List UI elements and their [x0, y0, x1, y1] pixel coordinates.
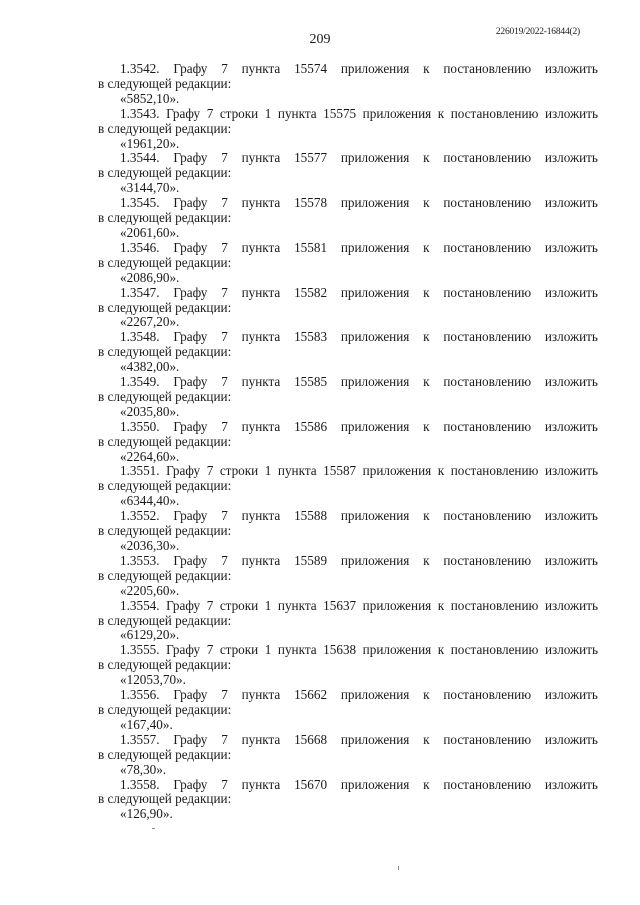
amendment-item	[98, 778, 598, 823]
amendment-continuation-line: в следующей редакции:	[98, 299, 232, 315]
heading-word: 15586	[294, 418, 328, 434]
amendment-value: «2267,20».	[120, 314, 180, 330]
heading-word: к	[423, 776, 430, 792]
amendment-continuation-line: в следующей редакции:	[98, 165, 232, 181]
heading-word: 7	[206, 105, 214, 121]
heading-word: к	[423, 150, 430, 166]
page-number: 209	[309, 32, 331, 47]
amendment-heading-line	[98, 375, 598, 390]
amendment-heading-line	[98, 599, 598, 614]
heading-word: строки	[219, 105, 259, 121]
heading-word: 15638	[323, 642, 357, 658]
amendment-heading-line	[98, 62, 598, 77]
heading-word: пункта	[241, 61, 281, 76]
heading-word: к	[423, 418, 430, 434]
heading-word: постановлению	[443, 329, 532, 345]
heading-word: к	[423, 61, 430, 76]
amendment-continuation-line: в следующей редакции:	[98, 746, 232, 762]
heading-word: 7	[206, 642, 214, 658]
heading-word: постановлению	[443, 687, 532, 703]
heading-word: 7	[221, 687, 228, 703]
heading-word: изложить	[544, 374, 598, 390]
heading-word: приложения	[340, 195, 410, 211]
heading-word: постановлению	[450, 463, 539, 479]
document-id: 226019/2022-16844(2)	[495, 27, 580, 37]
amendment-continuation-line: в следующей редакции:	[98, 612, 232, 628]
amendment-continuation-line: в следующей редакции:	[98, 567, 232, 583]
heading-word: 15670	[294, 776, 328, 792]
heading-word: строки	[219, 463, 259, 479]
heading-word: Графу	[173, 552, 208, 568]
heading-word: изложить	[544, 150, 598, 166]
amendment-continuation-line: в следующей редакции:	[98, 523, 232, 539]
heading-word: Графу	[166, 642, 201, 658]
heading-word: 15662	[294, 687, 328, 703]
heading-word: постановлению	[443, 776, 532, 792]
heading-word: 7	[221, 195, 228, 211]
amendment-heading-line	[98, 151, 598, 166]
item-number: 1.3555.	[120, 642, 160, 658]
scan-mark	[152, 828, 155, 829]
heading-word: постановлению	[443, 731, 532, 747]
heading-word: постановлению	[450, 597, 539, 613]
amendment-value: «2205,60».	[120, 582, 180, 598]
heading-word: пункта	[241, 374, 281, 390]
heading-word: 15668	[294, 731, 328, 747]
amendment-value: «12053,70».	[120, 672, 186, 688]
heading-word: Графу	[173, 61, 208, 76]
heading-word: 15588	[294, 508, 328, 524]
item-number: 1.3542.	[120, 61, 160, 76]
heading-word: 7	[221, 731, 228, 747]
amendment-heading-line	[98, 464, 598, 479]
heading-word: пункта	[241, 239, 281, 255]
heading-word: 15589	[294, 552, 328, 568]
heading-word: приложения	[362, 642, 432, 658]
heading-word: строки	[219, 642, 259, 658]
heading-word: к	[423, 239, 430, 255]
amendment-continuation-line: в следующей редакции:	[98, 657, 232, 673]
heading-word: Графу	[173, 418, 208, 434]
heading-word: пункта	[241, 687, 281, 703]
amendment-value: «2264,60».	[120, 448, 180, 464]
amendment-value: «6344,40».	[120, 493, 180, 509]
item-number: 1.3546.	[120, 239, 160, 255]
heading-word: 15581	[294, 239, 328, 255]
heading-word: 15583	[294, 329, 328, 345]
scan-mark	[398, 866, 399, 870]
heading-word: приложения	[340, 687, 410, 703]
heading-word: приложения	[340, 552, 410, 568]
heading-word: пункта	[241, 418, 281, 434]
heading-word: Графу	[166, 105, 201, 121]
heading-word: 7	[206, 463, 214, 479]
heading-word: пункта	[277, 597, 317, 613]
heading-word: изложить	[544, 642, 598, 658]
heading-word: изложить	[544, 687, 598, 703]
item-number: 1.3557.	[120, 731, 160, 747]
amendment-heading-line	[98, 196, 598, 211]
amendment-continuation-line: в следующей редакции:	[98, 344, 232, 360]
heading-word: Графу	[166, 597, 201, 613]
amendment-continuation-line: в следующей редакции:	[98, 478, 232, 494]
heading-word: изложить	[544, 731, 598, 747]
item-number: 1.3553.	[120, 552, 160, 568]
amendment-continuation-line: в следующей редакции:	[98, 433, 232, 449]
amendment-item	[98, 599, 598, 644]
heading-word: пункта	[241, 552, 281, 568]
amendment-item	[98, 286, 598, 331]
heading-word: 15575	[323, 105, 357, 121]
amendment-item	[98, 464, 598, 509]
item-number: 1.3547.	[120, 284, 160, 300]
heading-word: постановлению	[443, 552, 532, 568]
amendment-value: «167,40».	[120, 716, 173, 732]
heading-word: 1	[264, 463, 272, 479]
heading-word: постановлению	[443, 374, 532, 390]
heading-word: 15574	[294, 61, 328, 76]
heading-word: 7	[206, 597, 214, 613]
amendment-item	[98, 643, 598, 688]
heading-word: к	[423, 329, 430, 345]
heading-word: изложить	[544, 61, 598, 76]
heading-word: постановлению	[443, 150, 532, 166]
heading-word: пункта	[241, 776, 281, 792]
heading-word: постановлению	[443, 508, 532, 524]
heading-word: Графу	[173, 284, 208, 300]
amendment-value: «78,30».	[120, 761, 167, 777]
amendment-item	[98, 688, 598, 733]
heading-word: пункта	[241, 731, 281, 747]
heading-word: 1	[264, 105, 272, 121]
amendment-continuation-line: в следующей редакции:	[98, 75, 232, 91]
heading-word: к	[437, 463, 445, 479]
heading-word: приложения	[340, 731, 410, 747]
heading-word: приложения	[362, 105, 432, 121]
item-number: 1.3551.	[120, 463, 160, 479]
heading-word: Графу	[173, 508, 208, 524]
heading-word: Графу	[173, 150, 208, 166]
item-number: 1.3550.	[120, 418, 160, 434]
amendment-item	[98, 375, 598, 420]
heading-word: пункта	[241, 284, 281, 300]
heading-word: постановлению	[443, 284, 532, 300]
heading-word: 15637	[323, 597, 357, 613]
amendment-continuation-line: в следующей редакции:	[98, 388, 232, 404]
heading-word: приложения	[340, 776, 410, 792]
amendment-value: «1961,20».	[120, 135, 180, 151]
heading-word: постановлению	[443, 195, 532, 211]
heading-word: изложить	[544, 776, 598, 792]
heading-word: к	[423, 687, 430, 703]
item-number: 1.3556.	[120, 687, 160, 703]
heading-word: постановлению	[443, 418, 532, 434]
heading-word: приложения	[340, 418, 410, 434]
heading-word: приложения	[340, 374, 410, 390]
amendment-continuation-line: в следующей редакции:	[98, 254, 232, 270]
amendment-continuation-line: в следующей редакции:	[98, 701, 232, 717]
amendment-heading-line	[98, 688, 598, 703]
heading-word: приложения	[340, 61, 410, 76]
heading-word: Графу	[173, 374, 208, 390]
heading-word: 7	[221, 776, 228, 792]
heading-word: 15582	[294, 284, 328, 300]
amendment-item	[98, 554, 598, 599]
heading-word: 7	[221, 61, 228, 76]
amendment-value: «126,90».	[120, 806, 173, 822]
heading-word: к	[423, 284, 430, 300]
amendment-heading-line	[98, 107, 598, 122]
amendment-heading-line	[98, 241, 598, 256]
heading-word: изложить	[544, 105, 598, 121]
heading-word: 7	[221, 284, 228, 300]
heading-word: 15585	[294, 374, 328, 390]
heading-word: изложить	[544, 329, 598, 345]
heading-word: пункта	[277, 463, 317, 479]
heading-word: 7	[221, 552, 228, 568]
amendment-item	[98, 107, 598, 152]
heading-word: 7	[221, 150, 228, 166]
heading-word: пункта	[241, 329, 281, 345]
amendment-value: «2035,80».	[120, 403, 180, 419]
amendment-continuation-line: в следующей редакции:	[98, 120, 232, 136]
heading-word: изложить	[544, 508, 598, 524]
heading-word: изложить	[544, 552, 598, 568]
amendment-heading-line	[98, 420, 598, 435]
item-number: 1.3554.	[120, 597, 160, 613]
heading-word: 7	[221, 374, 228, 390]
amendment-value: «2086,90».	[120, 269, 180, 285]
heading-word: 15587	[323, 463, 357, 479]
heading-word: пункта	[241, 508, 281, 524]
heading-word: 7	[221, 418, 228, 434]
item-number: 1.3558.	[120, 776, 160, 792]
item-number: 1.3549.	[120, 374, 160, 390]
amendment-item	[98, 733, 598, 778]
amendment-value: «2061,60».	[120, 224, 180, 240]
heading-word: приложения	[340, 150, 410, 166]
heading-word: 1	[264, 642, 272, 658]
heading-word: 7	[221, 329, 228, 345]
heading-word: 1	[264, 597, 272, 613]
item-number: 1.3552.	[120, 508, 160, 524]
amendment-item	[98, 196, 598, 241]
heading-word: пункта	[241, 195, 281, 211]
amendment-item	[98, 241, 598, 286]
heading-word: Графу	[173, 329, 208, 345]
heading-word: изложить	[544, 597, 598, 613]
amendment-item	[98, 330, 598, 375]
amendment-value: «3144,70».	[120, 180, 180, 196]
heading-word: постановлению	[443, 239, 532, 255]
heading-word: приложения	[340, 284, 410, 300]
amendment-value: «6129,20».	[120, 627, 180, 643]
heading-word: к	[437, 642, 445, 658]
amendment-heading-line	[98, 554, 598, 569]
amendment-item	[98, 420, 598, 465]
heading-word: Графу	[166, 463, 201, 479]
heading-word: изложить	[544, 284, 598, 300]
heading-word: постановлению	[443, 61, 532, 76]
item-number: 1.3545.	[120, 195, 160, 211]
heading-word: изложить	[544, 195, 598, 211]
heading-word: изложить	[544, 418, 598, 434]
heading-word: приложения	[340, 508, 410, 524]
item-number: 1.3548.	[120, 329, 160, 345]
heading-word: 15577	[294, 150, 328, 166]
heading-word: к	[423, 552, 430, 568]
heading-word: 7	[221, 508, 228, 524]
heading-word: к	[423, 508, 430, 524]
heading-word: строки	[219, 597, 259, 613]
heading-word: пункта	[277, 105, 317, 121]
amendment-value: «5852,10».	[120, 90, 180, 106]
amendment-heading-line	[98, 286, 598, 301]
heading-word: Графу	[173, 239, 208, 255]
heading-word: изложить	[544, 463, 598, 479]
heading-word: постановлению	[450, 105, 539, 121]
heading-word: к	[437, 105, 445, 121]
amendment-heading-line	[98, 643, 598, 658]
heading-word: приложения	[340, 329, 410, 345]
amendment-list	[98, 62, 598, 822]
heading-word: к	[423, 374, 430, 390]
heading-word: 7	[221, 239, 228, 255]
heading-word: Графу	[173, 776, 208, 792]
heading-word: Графу	[173, 195, 208, 211]
heading-word: приложения	[362, 463, 432, 479]
item-number: 1.3544.	[120, 150, 160, 166]
amendment-heading-line	[98, 733, 598, 748]
amendment-item	[98, 151, 598, 196]
amendment-value: «4382,00».	[120, 359, 180, 375]
amendment-continuation-line: в следующей редакции:	[98, 791, 232, 807]
heading-word: к	[437, 597, 445, 613]
heading-word: Графу	[173, 731, 208, 747]
amendment-heading-line	[98, 509, 598, 524]
heading-word: постановлению	[450, 642, 539, 658]
amendment-heading-line	[98, 778, 598, 793]
heading-word: к	[423, 195, 430, 211]
heading-word: 15578	[294, 195, 328, 211]
amendment-heading-line	[98, 330, 598, 345]
amendment-item	[98, 62, 598, 107]
heading-word: пункта	[277, 642, 317, 658]
heading-word: приложения	[362, 597, 432, 613]
heading-word: Графу	[173, 687, 208, 703]
amendment-continuation-line: в следующей редакции:	[98, 210, 232, 226]
heading-word: приложения	[340, 239, 410, 255]
item-number: 1.3543.	[120, 105, 160, 121]
amendment-item	[98, 509, 598, 554]
amendment-value: «2036,30».	[120, 538, 180, 553]
heading-word: к	[423, 731, 430, 747]
heading-word: пункта	[241, 150, 281, 166]
heading-word: изложить	[544, 239, 598, 255]
